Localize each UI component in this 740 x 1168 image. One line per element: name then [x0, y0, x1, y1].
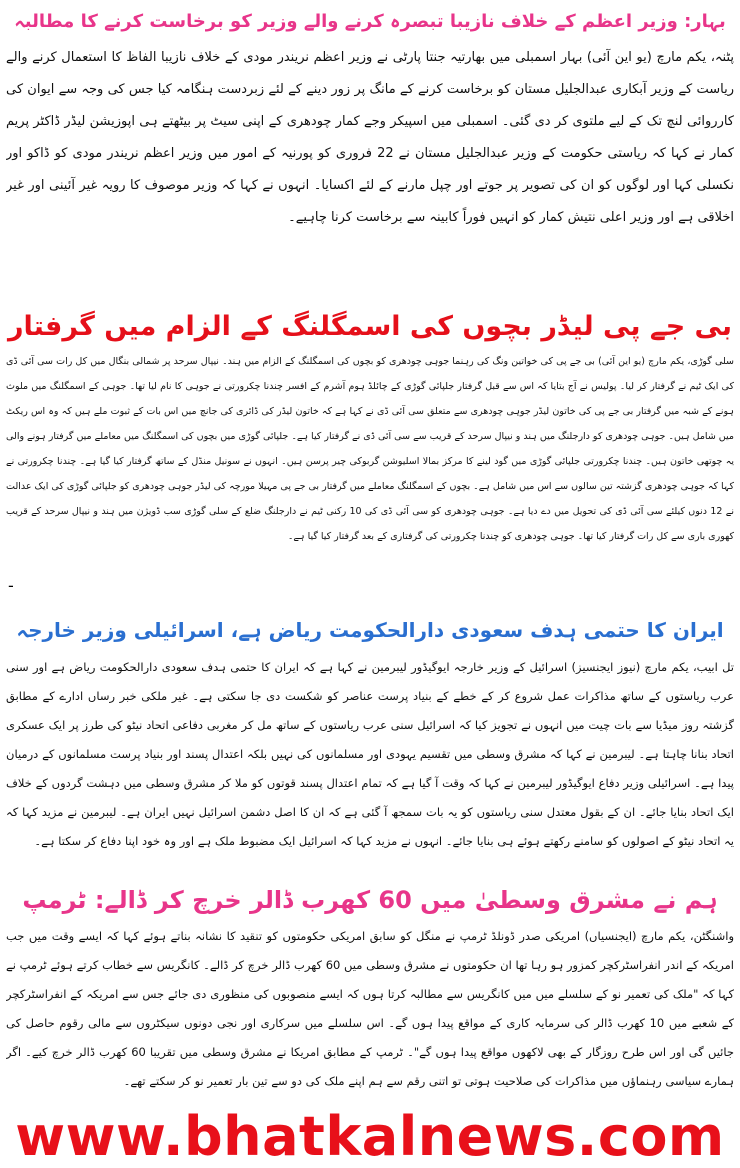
article-bjp-arrest-headline: بی جے پی لیڈر بچوں کی اسمگلنگ کے الزام میں گرفتار	[7, 311, 733, 342]
article-trump	[6, 878, 734, 1106]
article-bihar-body: پٹنہ، یکم مارچ (یو این آئی) بہار اسمبلی میں بھارتیہ جنتا پارٹی نے وزیر اعظم نریندر مودی کے خلاف نازیبا الفاظ کا استعمال کرنے والے ریاست کے وزیر آبکاری عبدالجلیل مستان کو برخاست کرنے کے مانگ پر زور دینے کے لئے زبردست ہنگامہ کیا جس کی وجہ سے ایوان کی کارروائی لنچ تک کے لیے ملتوی کر دی گئی۔ اسمبلی میں اسپیکر وجے کمار چودھری کے اپنی سیٹ پر بیٹھتے ہی اپوزیشن لیڈر ڈاکٹر پریم کمار نے کہا کہ ریاستی حکومت کے وزیر عبدالجلیل مستان نے 22 فروری کو پورنیہ کے امور میں وزیر اعظم نریندر مودی کو ڈاکو اور نکسلی کہا اور لوگوں کو ان کی تصویر پر جوتے اور چپل مارنے کے لئے اکسایا۔ انہوں نے کہا کہ وزیر موصوف کا رویہ غیر آئینی اور غیر اخلاقی ہے اور وزیر اعلی نتیش کمار کو انہیں فوراً کابینہ سے برخاست کرنا چاہیے۔	[6, 50, 734, 225]
separator-dash: -	[8, 576, 14, 595]
footer-site-url: www.bhatkalnews.com	[15, 1105, 725, 1168]
article-bjp-arrest-body: سلی گوڑی، یکم مارچ (یو این آئی) بی جے پی کی خواتین ونگ کی رہنما جوہی چودھری کو بچوں کی اسمگلنگ کے الزام میں ہند۔ نیپال سرحد پر شمالی بنگال میں کل رات سی آئی ڈی کی ایک ٹیم نے گرفتار کر لیا۔ پولیس نے آج بتایا کہ اس سے قبل گرفتار جلپائی گوڑی کے چائلڈ ہوم آشرم کے افسر چندنا چکرورتی نے جوہی کا نام لیا تھا۔ جوہی کے اسمگلنگ میں ملوث ہونے کے شبہ میں گرفتار بی جے پی کی خاتون لیڈر جوہی چودھری سے متعلق سی آئی ڈی نے کہا ہے کہ خاتون لیڈر کی ڈائری کی جانچ میں اس بات کے ثبوت ملے ہیں کہ وہ اس ریکٹ میں شامل ہیں۔ جوہی چودھری کو دارجلنگ میں ہند و نیپال سرحد کے قریب سے سی آئی ڈی نے گرفتار کیا ہے۔ جلپائی گوڑی میں بچوں کی اسمگلنگ میں معاملے میں گرفتار ہونے والی یہ چوتھی خاتون ہیں۔ چندنا چکرورتی جلپائی گوڑی میں گود لینے کا مرکز بمالا اسلیوشن گربوکی چیر پرسن ہیں۔ انہوں نے سونیل منڈل کے ساتھ گرفتار کیا گیا ہے۔ چندنا چکرورتی نے کہا کہ جوہی چودھری گزشتہ تین سالوں سے اس میں شامل ہے۔ بچوں کے اسمگلنگ معاملے میں گرفتار بی جے پی مہیلا مورچہ کی لیڈر جوہی چودھری کو جلپائی گوڑی کی ایک عدالت نے 12 دنوں کیلئے سی آئی ڈی کی تحویل میں دے دیا ہے۔ جوہی چودھری کو سی آئی ڈی کی 10 رکنی ٹیم نے دارجلنگ ضلع کے سلی گوڑی سب ڈویژن میں ہند و نیپال سرحد کے قریب کھوری باری سے کل رات گرفتار کیا تھا۔ جوہی چودھری کو چندنا چکرورتی کی گرفتاری کے بعد گرفتار کیا گیا ہے۔	[6, 356, 734, 542]
article-iran-riyadh-headline: ایران کا حتمی ہدف سعودی دارالحکومت ریاض ہے، اسرائیلی وزیر خارجہ	[16, 618, 724, 642]
article-trump-headline: ہم نے مشرق وسطیٰ میں 60 کھرب ڈالر خرچ کر ڈالے: ٹرمپ	[22, 886, 718, 914]
article-iran-riyadh	[6, 607, 734, 875]
article-trump-body: واشنگٹن، یکم مارچ (ایجنسیاں) امریکی صدر ڈونلڈ ٹرمپ نے منگل کو سابق امریکی حکومتوں کو تنقید کا نشانہ بناتے ہوئے کہا کہ ایسے وقت میں جب امریکہ کے اندر انفراسٹرکچر کمزور ہو رہا تھا ان حکومتوں نے مشرق وسطی میں 60 کھرب ڈالر خرچ کر ڈالے۔ کانگریس سے خطاب کرتے ہوئے ٹرمپ نے کہا کہ "ملک کی تعمیر نو کے سلسلے میں میں کانگریس سے مطالبہ کرتا ہوں کہ ایسے منصوبوں کی منظوری دی جائے جس سے امریکہ کے انفراسٹرکچر کے شعبے میں 10 کھرب ڈالر کی سرمایہ کاری کے مواقع پیدا ہوں گے۔ اس سلسلے میں سرکاری اور نجی دونوں سیکٹروں سے مالی رقوم حاصل کی جائیں گی اور اس طرح روزگار کے بھی لاکھوں مواقع پیدا ہوں گے"۔ ٹرمپ کے مطابق امریکا نے مشرق وسطی میں تقریبا 60 کھرب ڈالر خرچ کیے۔ اگر ہمارے سیاسی رہنماؤں میں مذاکرات کی صلاحیت ہوتی تو اتنی رقم سے ہم اپنے ملک کی دو سے تین بار تعمیر نو کر سکتے تھے۔	[6, 929, 734, 1088]
article-bjp-arrest	[6, 305, 734, 580]
article-iran-riyadh-body: تل ابیب، یکم مارچ (نیوز ایجنسیز) اسرائیل کے وزیر خارجہ ایوگیڈور لیبرمین نے کہا ہے کہ ایران کا حتمی ہدف سعودی دارالحکومت ریاض ہے اور سنی عرب ریاستوں کے ساتھ مذاکرات عمل شروع کر کے خطے کے بنیاد پرست عناصر کو شکست دی جا سکتی ہے۔ غیر ملکی خبر رساں ادارے کے مطابق گزشتہ روز میڈیا سے بات چیت میں انہوں نے تجویز کیا کہ اسرائیل سنی عرب ریاستوں کے ساتھ مل کر مغربی دفاعی اتحاد نیٹو کی طرز پر ایک عسکری اتحاد بنانا چاہتا ہے۔ لیبرمین نے کہا کہ مشرق وسطی میں تقسیم یہودی اور مسلمانوں کی نہیں بلکہ اعتدال پسند اور بنیاد پرست مسلمانوں کے درمیان پیدا ہے۔ اسرائیلی وزیر دفاع ایوگیڈور لیبرمین نے کہا کہ وقت آ گیا ہے کہ تمام اعتدال پسند قوتوں کو ملا کر مشرق وسطی میں دہشت گردوں کے خلاف ایک اتحاد بنایا جائے۔ ان کے بقول معتدل سنی ریاستوں کو یہ بات سمجھ آ گئی ہے کہ ان کا اصل دشمن اسرائیل نہیں ایران ہے۔ لیبرمین نے مزید کہا کہ یہ اتحاد نیٹو کے اصولوں کو سامنے رکھتے ہوئے ہی بنایا جائے۔ انہوں نے مزید کہا کہ اسرائیل ایک مضبوط ملک ہے اور وہ خود اپنا دفاع کر سکتا ہے۔	[6, 660, 734, 848]
article-bihar	[6, 2, 734, 302]
article-bihar-headline: بہار: وزیر اعظم کے خلاف نازیبا تبصرہ کرنے والے وزیر کو برخاست کرنے کا مطالبہ	[14, 11, 726, 32]
